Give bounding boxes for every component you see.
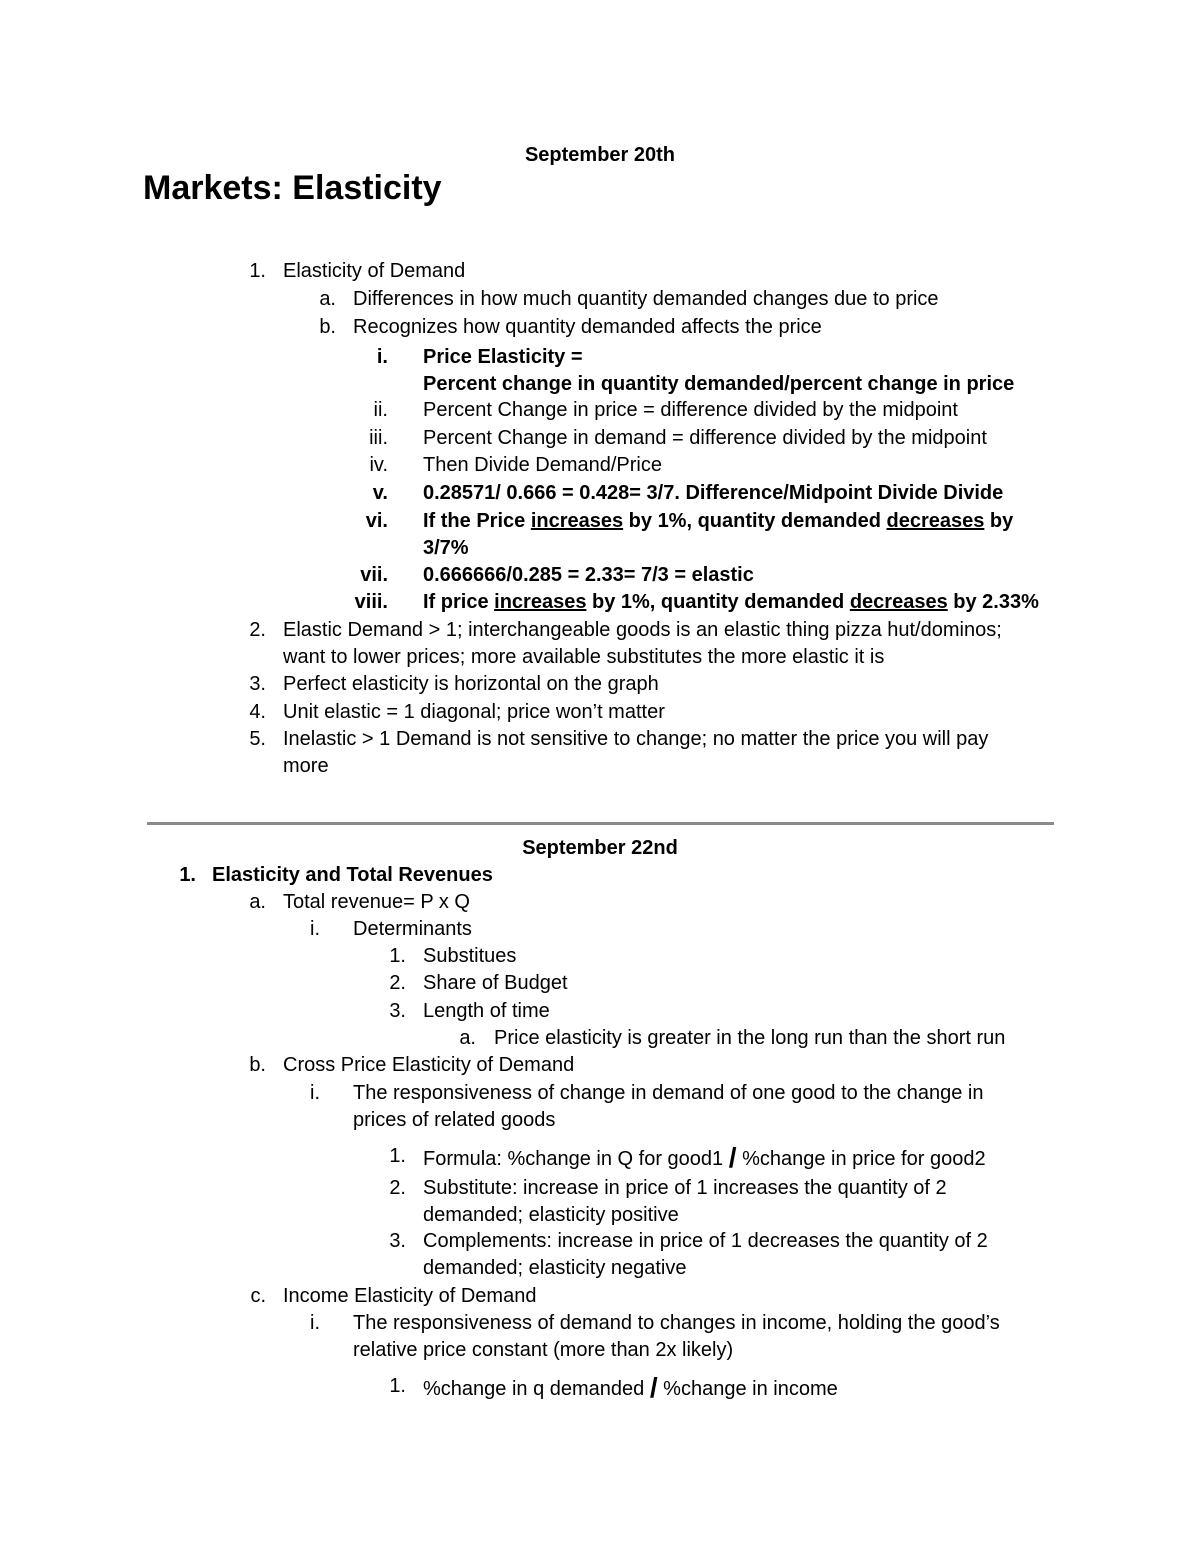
list-item-continued: want to lower prices; more available substitutes the more elastic it is (283, 646, 885, 668)
list-item: The responsiveness of demand to changes in income, holding the good’s (353, 1312, 1000, 1334)
list-number: a. (459, 1027, 476, 1049)
list-item: Perfect elasticity is horizontal on the graph (283, 673, 659, 695)
list-item: Determinants (353, 918, 472, 940)
list-item: Unit elastic = 1 diagonal; price won’t matter (283, 701, 665, 723)
text-run: %change in q demanded (423, 1378, 650, 1400)
list-item: Price elasticity is greater in the long run than the short run (494, 1027, 1006, 1049)
list-item (423, 509, 1013, 533)
list-item: Cross Price Elasticity of Demand (283, 1054, 575, 1076)
list-number: 5. (249, 728, 266, 750)
page-title: Markets: Elasticity (143, 169, 442, 207)
underlined-term: increases (494, 591, 587, 613)
list-item-continued: relative price constant (more than 2x likely) (353, 1339, 734, 1361)
section-heading: Elasticity and Total Revenues (212, 864, 493, 886)
text-run: Formula: %change in Q for good1 (423, 1148, 729, 1170)
list-number: 1. (389, 945, 406, 967)
list-item: Elasticity of Demand (283, 260, 466, 282)
list-number: 4. (249, 701, 266, 723)
list-item: Total revenue= P x Q (283, 891, 470, 913)
date-heading-2: September 22nd (522, 837, 678, 859)
list-number: 3. (249, 673, 266, 695)
list-number: i. (310, 918, 320, 940)
list-item: The responsiveness of change in demand of one good to the change in (353, 1082, 984, 1104)
list-number: ii. (373, 399, 388, 421)
list-number: 3. (389, 1230, 406, 1252)
text-run: by (984, 510, 1014, 532)
text-run: by 1%, quantity demanded (623, 510, 887, 532)
list-number: 3. (389, 1000, 406, 1022)
list-item: Then Divide Demand/Price (423, 454, 662, 476)
list-item: Substitute: increase in price of 1 increases the quantity of 2 (423, 1177, 947, 1199)
text-run: %change in income (657, 1378, 838, 1400)
list-item: Differences in how much quantity demanded changes due to price (353, 288, 939, 310)
list-item: Length of time (423, 1000, 550, 1022)
list-item-continued: demanded; elasticity positive (423, 1204, 679, 1226)
list-item (423, 590, 1039, 614)
slash-symbol: / (728, 1142, 737, 1173)
list-item: 0.28571/ 0.666 = 0.428= 3/7. Difference/Midpoint Divide Divide (423, 482, 1004, 504)
list-number: b. (249, 1054, 266, 1076)
list-number: 1. (179, 864, 196, 886)
list-item (423, 1374, 838, 1401)
text-run: by 2.33% (947, 591, 1039, 613)
date-heading-1: September 20th (524, 144, 676, 166)
list-number: vi. (365, 510, 388, 532)
list-item-continued: 3/7% (423, 537, 469, 559)
list-number: vii. (360, 564, 388, 586)
list-item: Share of Budget (423, 972, 568, 994)
list-item: Percent Change in demand = difference divided by the midpoint (423, 427, 987, 449)
slash-symbol: / (649, 1372, 658, 1403)
list-item: Inelastic > 1 Demand is not sensitive to change; no matter the price you will pay (283, 728, 989, 750)
list-number: iii. (369, 427, 388, 449)
list-item: Substitues (423, 945, 517, 967)
list-number: i. (310, 1082, 320, 1104)
list-number: b. (319, 316, 336, 338)
list-number: i. (376, 346, 388, 368)
text-run: If the Price (423, 510, 531, 532)
list-number: 1. (389, 1375, 406, 1397)
list-number: 2. (249, 619, 266, 641)
text-run: %change in price for good2 (736, 1148, 986, 1170)
list-number: a. (319, 288, 336, 310)
underlined-term: decreases (849, 591, 948, 613)
list-number: 1. (389, 1145, 406, 1167)
list-item (423, 1144, 986, 1171)
list-item: Percent Change in price = difference divided by the midpoint (423, 399, 958, 421)
text-run: If price (423, 591, 495, 613)
list-item-continued: Percent change in quantity demanded/percent change in price (423, 373, 1015, 395)
list-item: 0.666666/0.285 = 2.33= 7/3 = elastic (423, 564, 754, 586)
list-number: viii. (354, 591, 388, 613)
list-item: Recognizes how quantity demanded affects the price (353, 316, 822, 338)
list-number: a. (249, 891, 266, 913)
underlined-term: decreases (886, 510, 985, 532)
list-number: 2. (389, 1177, 406, 1199)
list-item-continued: prices of related goods (353, 1109, 556, 1131)
list-number: iv. (369, 454, 388, 476)
list-number: i. (310, 1312, 320, 1334)
list-item: Complements: increase in price of 1 decreases the quantity of 2 (423, 1230, 988, 1252)
list-item-continued: demanded; elasticity negative (423, 1257, 687, 1279)
horizontal-divider (147, 822, 1054, 825)
list-number: v. (372, 482, 388, 504)
list-item-continued: more (283, 755, 329, 777)
underlined-term: increases (530, 510, 624, 532)
list-item: Income Elasticity of Demand (283, 1285, 537, 1307)
list-number: 2. (389, 972, 406, 994)
list-item: Elastic Demand > 1; interchangeable goods is an elastic thing pizza hut/dominos; (283, 619, 1002, 641)
list-number: c. (250, 1285, 266, 1307)
list-item: Price Elasticity = (423, 346, 583, 368)
list-number: 1. (249, 260, 266, 282)
text-run: by 1%, quantity demanded (586, 591, 850, 613)
